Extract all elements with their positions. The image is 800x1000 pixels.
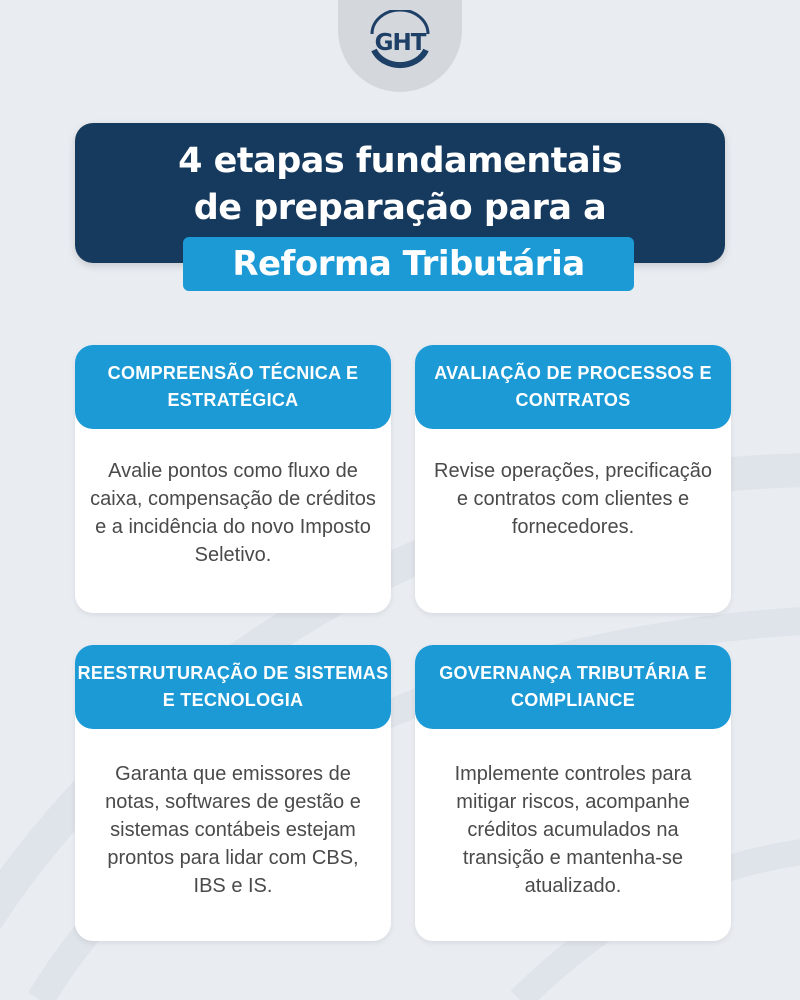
step-card-3: [75, 645, 391, 941]
step-card-body: Garanta que emissores de notas, softwares de gestão e sistemas contábeis estejam prontos para lidar com CBS, IBS e IS.: [105, 763, 361, 897]
step-card-1: [75, 345, 391, 613]
step-card-heading: AVALIAÇÃO DE PROCESSOS E CONTRATOS: [415, 345, 731, 429]
step-card-heading: COMPREENSÃO TÉCNICA E ESTRATÉGICA: [75, 345, 391, 429]
step-card-heading: REESTRUTURAÇÃO DE SISTEMAS E TECNOLOGIA: [75, 645, 391, 729]
title-highlight: Reforma Tributária: [183, 237, 634, 291]
step-card-body: Implemente controles para mitigar riscos, acompanhe créditos acumulados na transição e mantenha-se atualizado.: [454, 763, 692, 897]
step-card-4: [415, 645, 731, 941]
ght-logo-icon: [364, 10, 436, 70]
title-line-1: 4 etapas fundamentais: [178, 141, 622, 181]
step-card-heading: GOVERNANÇA TRIBUTÁRIA E COMPLIANCE: [415, 645, 731, 729]
title-line-2: de preparação para a: [193, 188, 607, 228]
step-card-body: Revise operações, precificação e contratos com clientes e fornecedores.: [434, 460, 712, 538]
logo-text: GHT: [374, 30, 426, 56]
step-card-body: Avalie pontos como fluxo de caixa, compensação de créditos e a incidência do novo Imposto Seletivo.: [90, 460, 376, 566]
step-card-2: [415, 345, 731, 613]
